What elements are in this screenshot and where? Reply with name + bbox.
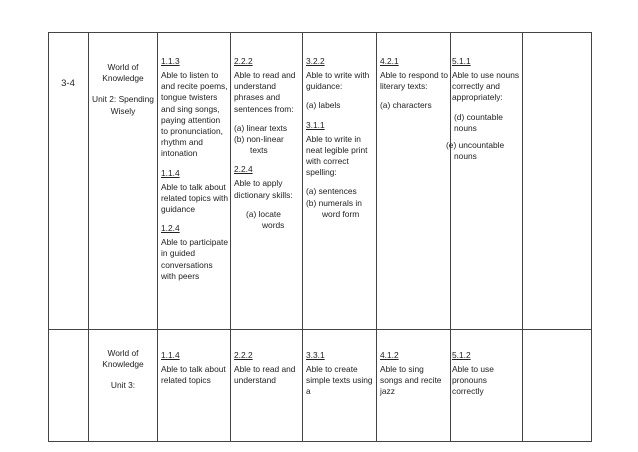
week-number: 3-4 [61,78,75,89]
skill-text: Able to read and understand phrases and sentences from: [234,70,296,114]
grid-line [522,32,523,442]
skill-text: Able to use pronouns correctly [452,364,494,397]
grammar-cell [452,350,520,406]
list-item: (b) numerals in [306,197,362,208]
unit-title: Unit 3: [110,380,136,391]
skill-code: 2.2.2 [234,350,253,360]
skill-text: Able to sing songs and recite jazz [380,364,442,397]
list-item: word form [322,208,360,219]
skill-text: Able to talk about related topics with guidance [161,181,229,215]
skill-text: Able to write in neat legible print with correct spelling: [306,133,368,178]
skill-code: 1.1.3 [161,56,180,66]
grid-line [302,32,303,442]
grammar-cell [446,56,520,162]
unit-title: Unit 2: Spending Wisely [92,94,154,116]
listening-cell [161,56,229,290]
skill-list [306,186,374,220]
skill-text: Able to listen to and recite poems, tongue twisters and sing songs, paying attention to pronunciation, rhythm and intonation [161,70,228,159]
list-item: texts [250,145,268,156]
skill-code: 2.2.2 [234,56,253,66]
grid-line [48,32,592,33]
grid-line [48,441,592,442]
skill-code: 3.1.1 [306,119,325,130]
writing-cell [306,350,376,406]
skill-code: 5.1.1 [452,56,471,66]
theme-title: World of Knowledge [102,62,144,84]
theme-cell [92,348,154,392]
skill-text: Able to talk about related topics [161,364,226,386]
skill-code: 1.1.4 [161,350,180,360]
skill-list [446,111,520,163]
skill-code: 4.1.2 [380,350,399,360]
literature-cell [380,350,448,406]
list-item: (d) countable [454,111,503,122]
reading-cell [234,56,300,231]
theme-title: World of Knowledge [102,348,144,370]
skill-code: 1.1.4 [161,167,180,178]
skill-text: Able to respond to literary texts: [380,70,448,92]
grid-line [48,32,49,442]
grid-line [450,32,451,442]
skill-text: Able to create simple texts using a [306,364,373,397]
skill-code: 4.2.1 [380,56,399,66]
list-item: (a) labels [306,100,341,111]
skill-code: 1.2.4 [161,223,180,234]
grid-line [157,32,158,442]
grid-line [376,32,377,442]
list-item: nouns [454,122,477,133]
skill-text: Able to write with guidance: [306,70,370,92]
grid-line [230,32,231,442]
list-item: (a) linear texts [234,122,288,133]
writing-cell [306,56,374,220]
theme-cell [92,62,154,117]
skill-code: 3.3.1 [306,350,325,360]
skill-code: 2.2.4 [234,164,253,175]
skill-text: Able to apply dictionary skills: [234,178,293,200]
skill-text: Able to read and understand [234,364,296,386]
skill-code: 3.2.2 [306,56,325,66]
list-item: (a) locate [246,208,281,219]
grid-line [591,32,592,442]
skill-code: 5.1.2 [452,350,471,360]
syllabus-table [48,32,592,442]
list-item: (e) uncountable [446,140,505,151]
list-item: words [262,220,285,231]
list-item: (b) non-linear [234,134,284,145]
grid-line [88,32,89,442]
reading-cell [234,350,300,394]
list-item: (a) sentences [306,186,357,197]
grid-line [48,329,592,330]
literature-cell [380,56,448,120]
skill-text: Able to use nouns correctly and appropriately: [452,70,520,103]
skill-list [234,209,300,231]
list-item: nouns [454,151,477,162]
list-item: (a) characters [380,100,432,111]
skill-list [234,123,300,157]
listening-cell [161,350,229,394]
skill-text: Able to participate in guided conversations with peers [161,237,229,281]
